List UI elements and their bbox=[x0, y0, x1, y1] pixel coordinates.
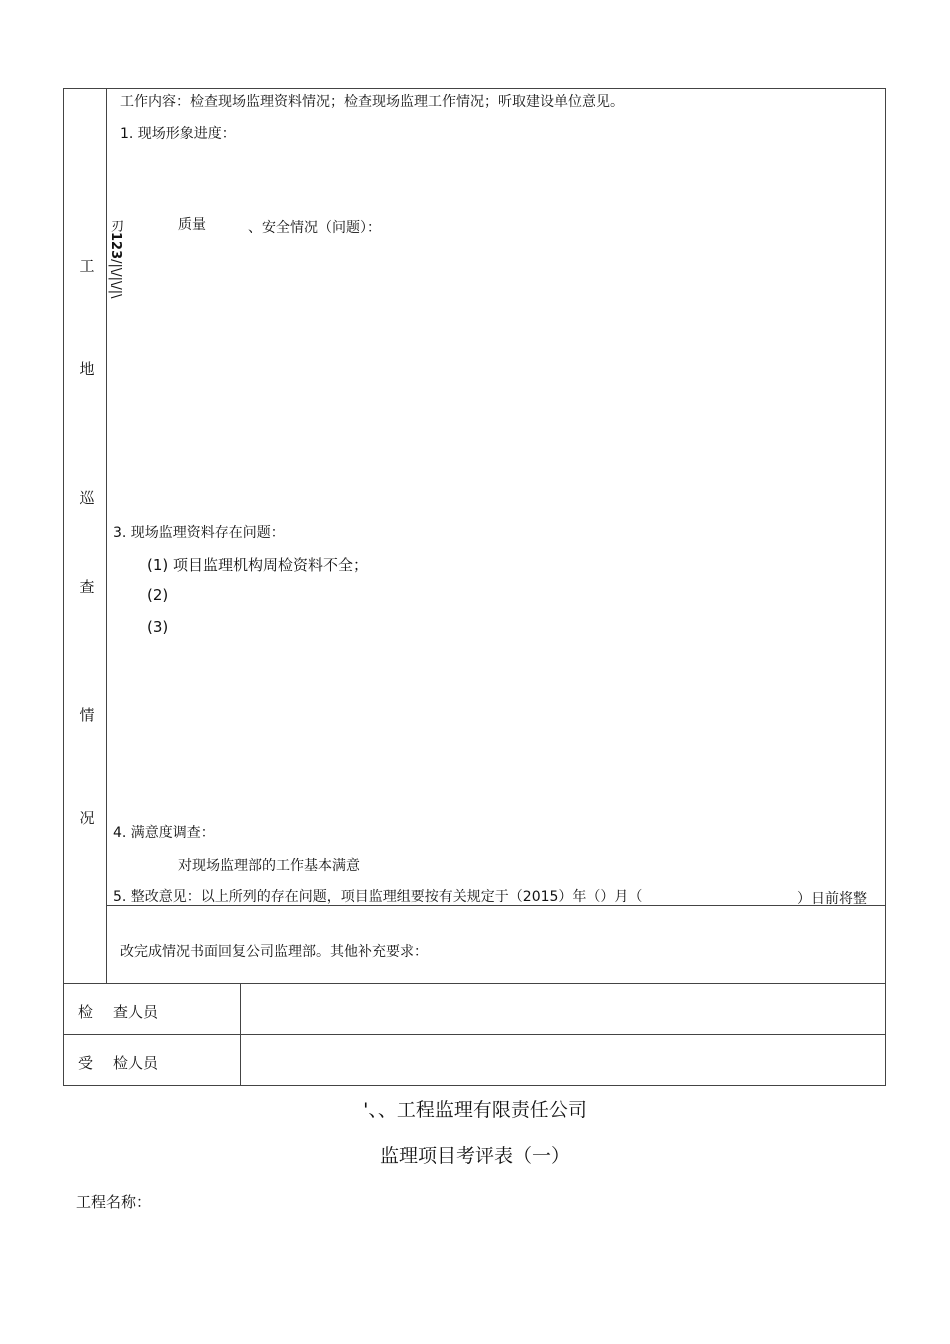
item1-progress: 1. 现场形象进度： bbox=[120, 126, 236, 142]
side-label-char-1: 工 bbox=[79, 257, 95, 275]
side-label-char-4: 查 bbox=[79, 578, 95, 596]
item5-right: ）日前将整 bbox=[797, 891, 867, 907]
table-border-top bbox=[63, 88, 886, 89]
rotated-fragment bbox=[108, 219, 122, 299]
safety-heading: 、安全情况（问题）： bbox=[248, 220, 381, 236]
item3-sub3: (3) bbox=[147, 618, 169, 636]
table-border-left bbox=[63, 88, 64, 1085]
signature-row-mid bbox=[63, 1034, 886, 1035]
rotated-fragment-number: 123 bbox=[108, 232, 123, 260]
quality-fragment: 质量 bbox=[178, 217, 206, 233]
signature-col-divider bbox=[240, 983, 241, 1085]
side-label-char-6: 况 bbox=[79, 809, 95, 827]
side-label-char-2: 地 bbox=[79, 360, 95, 378]
side-label-char-3: 巡 bbox=[79, 489, 95, 507]
form-title: 监理项目考评表（一） bbox=[379, 1145, 570, 1167]
signature-row-top bbox=[63, 983, 886, 984]
side-column-divider bbox=[106, 88, 107, 983]
table-border-right bbox=[885, 88, 886, 1085]
inspector-label-a: 检 bbox=[78, 1003, 94, 1021]
inspected-label-a: 受 bbox=[78, 1054, 94, 1072]
item4-answer: 对现场监理部的工作基本满意 bbox=[178, 858, 360, 874]
rotated-fragment-prefix: 刃 bbox=[108, 219, 123, 232]
side-label-char-5: 情 bbox=[79, 706, 95, 724]
work-content: 工作内容：检查现场监理资料情况；检查现场监理工作情况；听取建设单位意见。 bbox=[120, 94, 624, 110]
item5-left: 5. 整改意见：以上所列的存在问题，项目监理组要按有关规定于（2015）年（）月（ bbox=[113, 889, 643, 905]
project-name-label: 工程名称： bbox=[76, 1193, 152, 1211]
item3-sub2: (2) bbox=[147, 586, 169, 604]
inspected-value[interactable] bbox=[252, 1052, 872, 1072]
inspected-label-b: 检人员 bbox=[113, 1054, 159, 1072]
rotated-fragment-rest: /|\/|\/|\ bbox=[108, 259, 123, 299]
inspector-value[interactable] bbox=[252, 1001, 872, 1021]
item4-heading: 4. 满意度调查： bbox=[113, 825, 215, 841]
inspector-label-b: 查人员 bbox=[113, 1003, 159, 1021]
item5-continuation: 改完成情况书面回复公司监理部。其他补充要求： bbox=[120, 944, 428, 960]
item3-heading: 3. 现场监理资料存在问题： bbox=[113, 525, 285, 541]
table-border-bottom bbox=[63, 1085, 886, 1086]
item3-sub1: (1) 项目监理机构周检资料不全； bbox=[147, 556, 369, 574]
company-name: '、、工程监理有限责任公司 bbox=[363, 1099, 587, 1121]
